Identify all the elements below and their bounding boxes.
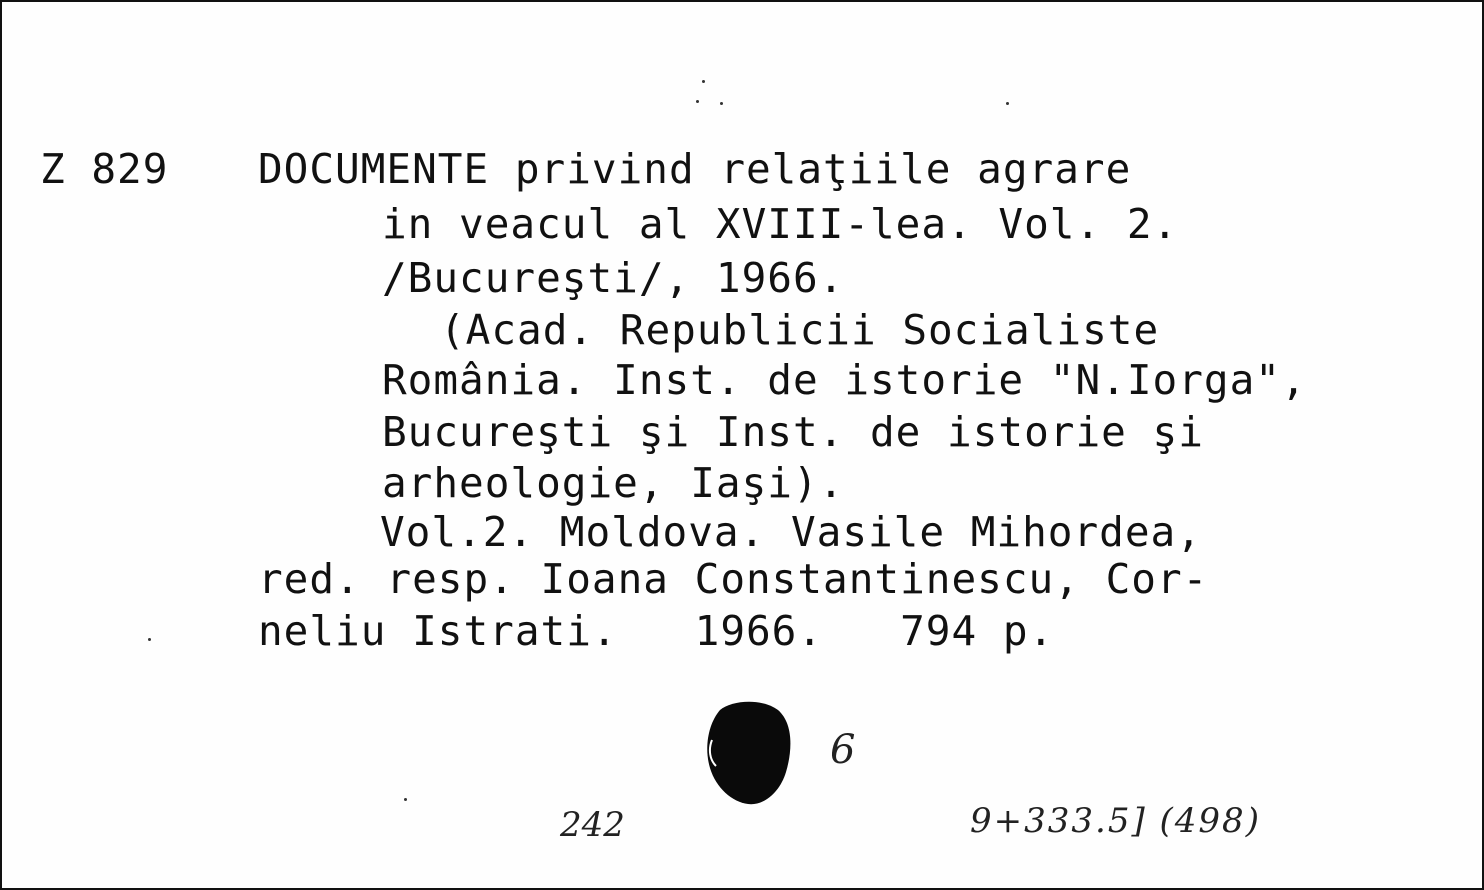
call-number: Z 829 — [40, 145, 169, 193]
volume-line-1: Vol.2. Moldova. Vasile Mihordea, — [380, 508, 1202, 556]
volume-line-3: neliu Istrati. 1966. 794 p. — [258, 607, 1055, 655]
speck — [148, 638, 151, 641]
speck — [1006, 102, 1009, 105]
series-line-1: (Acad. Republicii Socialiste — [440, 306, 1160, 354]
speck — [720, 102, 723, 105]
title-line-2: in veacul al XVIII-lea. Vol. 2. — [382, 200, 1179, 248]
handwritten-number: 242 — [560, 805, 625, 845]
punch-hole-icon — [702, 700, 794, 808]
speck — [696, 100, 699, 103]
handwritten-mark: 6 — [830, 727, 856, 773]
imprint-line: /Bucureşti/, 1966. — [382, 254, 845, 302]
series-line-4: arheologie, Iaşi). — [382, 459, 845, 507]
series-line-3: Bucureşti şi Inst. de istorie şi — [382, 408, 1204, 456]
speck — [404, 798, 407, 801]
title-line-1: DOCUMENTE privind relaţiile agrare — [258, 145, 1132, 193]
volume-line-2: red. resp. Ioana Constantinescu, Cor- — [258, 555, 1209, 603]
handwritten-note: 9+333.5] (498) — [970, 801, 1261, 841]
speck — [702, 80, 705, 83]
series-line-2: România. Inst. de istorie "N.Iorga", — [382, 356, 1307, 404]
